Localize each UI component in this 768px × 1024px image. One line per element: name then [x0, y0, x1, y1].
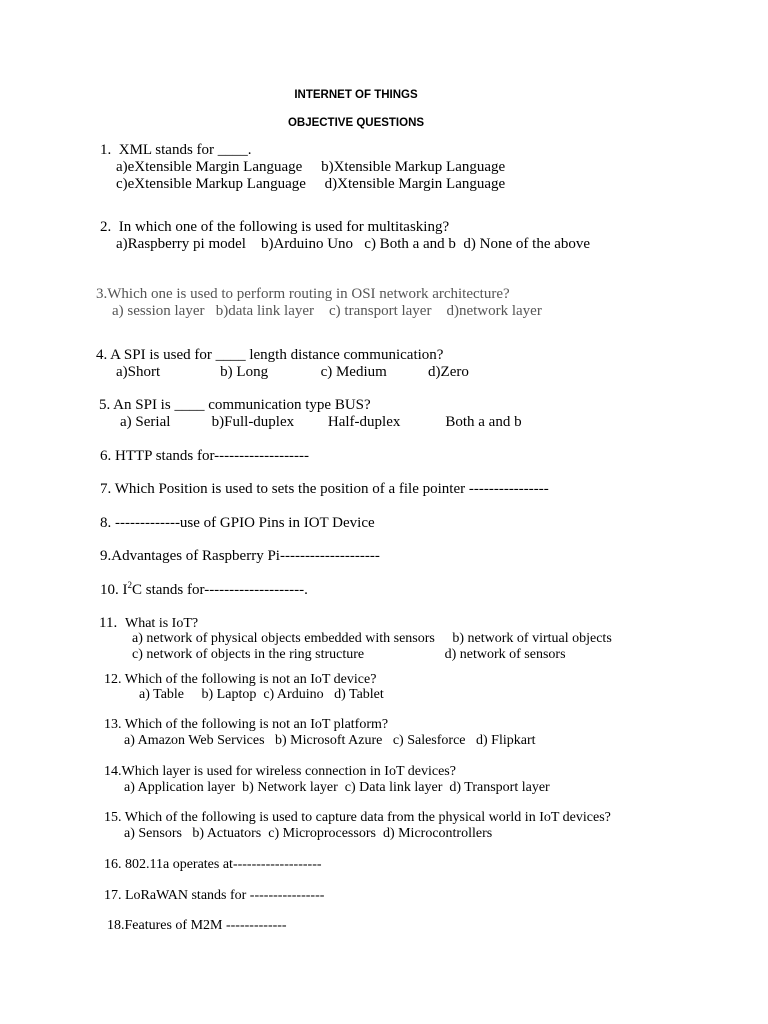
question-3: 3.Which one is used to perform routing in OSI network architecture?: [96, 286, 510, 302]
question-16: 16. 802.11a operates at-------------------: [104, 857, 322, 872]
question-9: 9.Advantages of Raspberry Pi--------------------: [100, 548, 380, 564]
question-6: 6. HTTP stands for-------------------: [100, 448, 310, 464]
document-title: INTERNET OF THINGS: [294, 89, 418, 101]
document-subtitle: OBJECTIVE QUESTIONS: [287, 117, 425, 129]
question-2-options: a)Raspberry pi model b)Arduino Uno c) Both a and b d) None of the above: [116, 236, 591, 252]
question-11-options-c-d: c) network of objects in the ring structure d) network of sensors: [132, 647, 566, 662]
question-18: 18.Features of M2M -------------: [107, 918, 287, 933]
question-11-options-a-b: a) network of physical objects embedded with sensors b) network of virtual objects: [132, 631, 612, 646]
question-5: 5. An SPI is ____ communication type BUS?: [99, 397, 371, 413]
question-13: 13. Which of the following is not an IoT platform?: [104, 717, 389, 732]
question-12: 12. Which of the following is not an IoT device?: [104, 672, 377, 687]
question-7: 7. Which Position is used to sets the position of a file pointer ----------------: [100, 481, 549, 497]
question-5-options: a) Serial b)Full-duplex Half-duplex Both a and b: [120, 414, 522, 430]
question-14-options: a) Application layer b) Network layer c) Data link layer d) Transport layer: [124, 780, 550, 795]
question-4-options: a)Short b) Long c) Medium d)Zero: [116, 364, 469, 380]
question-2: 2. In which one of the following is used for multitasking?: [100, 219, 450, 235]
question-17: 17. LoRaWAN stands for ----------------: [104, 888, 325, 903]
question-4: 4. A SPI is used for ____ length distance communication?: [96, 347, 444, 363]
question-3-options: a) session layer b)data link layer c) transport layer d)network layer: [112, 303, 542, 319]
question-8: 8. -------------use of GPIO Pins in IOT Device: [100, 515, 375, 531]
question-1: 1. XML stands for ____.: [100, 142, 252, 158]
question-15: 15. Which of the following is used to capture data from the physical world in IoT devices?: [104, 810, 611, 825]
question-11-number: 11.: [99, 615, 118, 631]
question-15-options: a) Sensors b) Actuators c) Microprocessors d) Microcontrollers: [124, 826, 493, 841]
question-11: What is IoT?: [125, 616, 199, 631]
question-12-options: a) Table b) Laptop c) Arduino d) Tablet: [139, 687, 384, 702]
question-14: 14.Which layer is used for wireless connection in IoT devices?: [104, 764, 456, 779]
question-10-superscript: 2: [127, 580, 132, 590]
question-10-prefix: 10. I: [100, 582, 128, 598]
question-10: [100, 580, 308, 598]
question-1-options-a-b: a)eXtensible Margin Language b)Xtensible Markup Language: [116, 159, 506, 175]
question-10-suffix: C stands for--------------------.: [132, 582, 308, 598]
question-13-options: a) Amazon Web Services b) Microsoft Azure c) Salesforce d) Flipkart: [124, 733, 536, 748]
question-1-options-c-d: c)eXtensible Markup Language d)Xtensible Margin Language: [116, 176, 506, 192]
